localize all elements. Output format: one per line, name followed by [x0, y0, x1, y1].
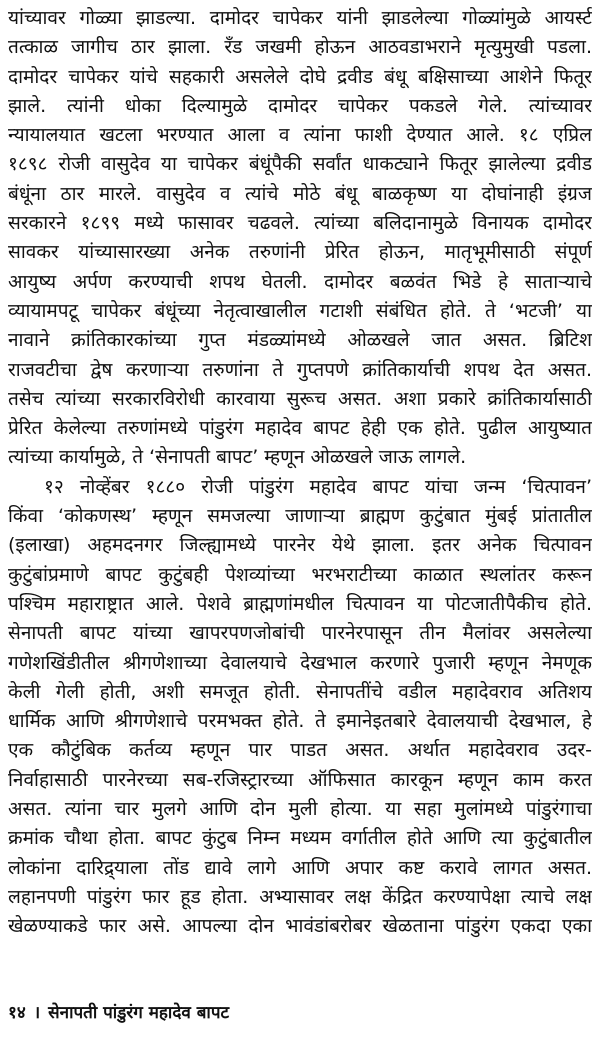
text-line: लोकांना दारिद्र्याला तोंड द्यावे लागे आणि अपार कष्ट करावे लागत असत. — [8, 856, 592, 879]
text-line: किंवा ‘कोकणस्थ’ म्हणून समजल्या जाणाऱ्या ब्राह्मण कुटुंबात मुंबई प्रांतातील — [8, 505, 592, 528]
text-line: केली गेली होती, अशी समजूत होती. सेनापतींचे वडील महादेवराव अतिशय — [8, 680, 592, 703]
text-line: लहानपणी पांडुरंग फार हूड होता. अभ्यासावर लक्ष केंद्रित करण्यापेक्षा त्याचे लक्ष — [8, 885, 592, 908]
text-line: प्रेरित केलेल्या तरुणांमध्ये पांडुरंग महादेव बापट हेही एक होते. पुढील आयुष्यात — [8, 417, 592, 440]
text-line: खेळण्याकडे फार असे. आपल्या दोन भावंडांबरोबर खेळताना पांडुरंग एकदा एका — [8, 915, 592, 938]
book-title: सेनापती पांडुरंग महादेव बापट — [48, 1003, 230, 1023]
text-line: दामोदर चापेकर यांचे सहकारी असलेले दोघे द्रवीड बंधू बक्षिसाच्या आशेने फितूर — [8, 65, 592, 88]
text-line: सावकर यांच्यासारख्या अनेक तरुणांनी प्रेरित होऊन, मातृभूमीसाठी संपूर्ण — [8, 241, 592, 264]
text-line: आयुष्य अर्पण करण्याची शपथ घेतली. दामोदर बळवंत भिडे हे साताऱ्याचे — [8, 270, 592, 293]
text-line: न्यायालयात खटला भरण्यात आला व त्यांना फाशी देण्यात आले. १८ एप्रिल — [8, 124, 592, 147]
text-line: झाले. त्यांनी धोका दिल्यामुळे दामोदर चापेकर पकडले गेले. त्यांच्यावर — [8, 94, 592, 117]
text-line: निर्वाहासाठी पारनेरच्या सब-रजिस्ट्रारच्या ऑफिसात कारकून म्हणून काम करत — [8, 768, 592, 791]
text-line: कुटुंबांप्रमाणे बापट कुटुंबही पेशव्यांच्या भरभराटीच्या काळात स्थलांतर करून — [8, 563, 592, 586]
text-line: यांच्यावर गोळ्या झाडल्या. दामोदर चापेकर यांनी झाडलेल्या गोळ्यांमुळे आयर्स्ट — [8, 7, 592, 29]
page-body — [8, 4, 592, 942]
text-line: बंधूंना ठार मारले. वासुदेव व त्यांचे मोठे बंधू बाळकृष्ण या दोघांनाही इंग्रज — [8, 182, 592, 205]
text-line: तसेच त्यांच्या सरकारविरोधी कारवाया सुरूच असत. अशा प्रकारे क्रांतिकार्यासाठी — [8, 387, 592, 410]
footer-separator: । — [33, 1003, 41, 1023]
text-line: १८९८ रोजी वासुदेव या चापेकर बंधूंपैकी सर्वांत धाकट्याने फितूर झालेल्या द्रवीड — [8, 153, 592, 176]
text-line: तत्काळ जागीच ठार झाला. रँड जखमी होऊन आठवडाभराने मृत्युमुखी पडला. — [8, 36, 592, 59]
text-line: सेनापती बापट यांच्या खापरपणजोबांची पारनेरपासून तीन मैलांवर असलेल्या — [8, 622, 592, 645]
text-line: पश्चिम महाराष्ट्रात आले. पेशवे ब्राह्मणांमधील चित्पावन या पोटजातीपैकीच होते. — [8, 592, 592, 615]
text-line: क्रमांक चौथा होता. बापट कुंटुब निम्न मध्यम वर्गातील होते आणि त्या कुटुंबातील — [8, 827, 592, 850]
text-line: धार्मिक आणि श्रीगणेशाचे परमभक्त होते. ते इमानेइतबारे देवालयाची देखभाल, हे — [8, 710, 592, 733]
text-line: सरकारने १८९९ मध्ये फासावर चढवले. त्यांच्या बलिदानामुळे विनायक दामोदर — [8, 212, 592, 235]
text-line: असत. त्यांना चार मुलगे आणि दोन मुली होत्या. या सहा मुलांमध्ये पांडुरंगाचा — [8, 798, 592, 821]
text-line: गणेशखिंडीतील श्रीगणेशाच्या देवालयाचे देखभाल करणारे पुजारी म्हणून नेमणूक — [8, 651, 592, 674]
text-line: त्यांच्या कार्यामुळे, ते ‘सेनापती बापट’ म्हणून ओळखले जाऊ लागले. — [8, 446, 467, 469]
text-line: (इलाखा) अहमदनगर जिल्ह्यामध्ये पारनेर येथे झाला. इतर अनेक चित्पावन — [8, 534, 592, 557]
page-number: १४ — [8, 1003, 26, 1023]
text-line: १२ नोव्हेंबर १८८० रोजी पांडुरंग महादेव बापट यांचा जन्म ‘चित्पावन’ — [44, 475, 592, 498]
text-line: नावाने क्रांतिकारकांच्या गुप्त मंडळ्यांमध्ये ओळखले जात असत. ब्रिटिश — [8, 329, 592, 352]
page-footer — [8, 998, 229, 1028]
text-line: एक कौटुंबिक कर्तव्य म्हणून पार पाडत असत. अर्थात महादेवराव उदर- — [8, 739, 592, 762]
text-line: व्यायामपटू चापेकर बंधूंच्या नेतृत्वाखालील गटाशी संबंधित होते. ते ‘भटजी’ या — [8, 299, 592, 322]
text-line: राजवटीचा द्वेष करणाऱ्या तरुणांना ते गुप्तपणे क्रांतिकार्याची शपथ देत असत. — [8, 358, 592, 381]
